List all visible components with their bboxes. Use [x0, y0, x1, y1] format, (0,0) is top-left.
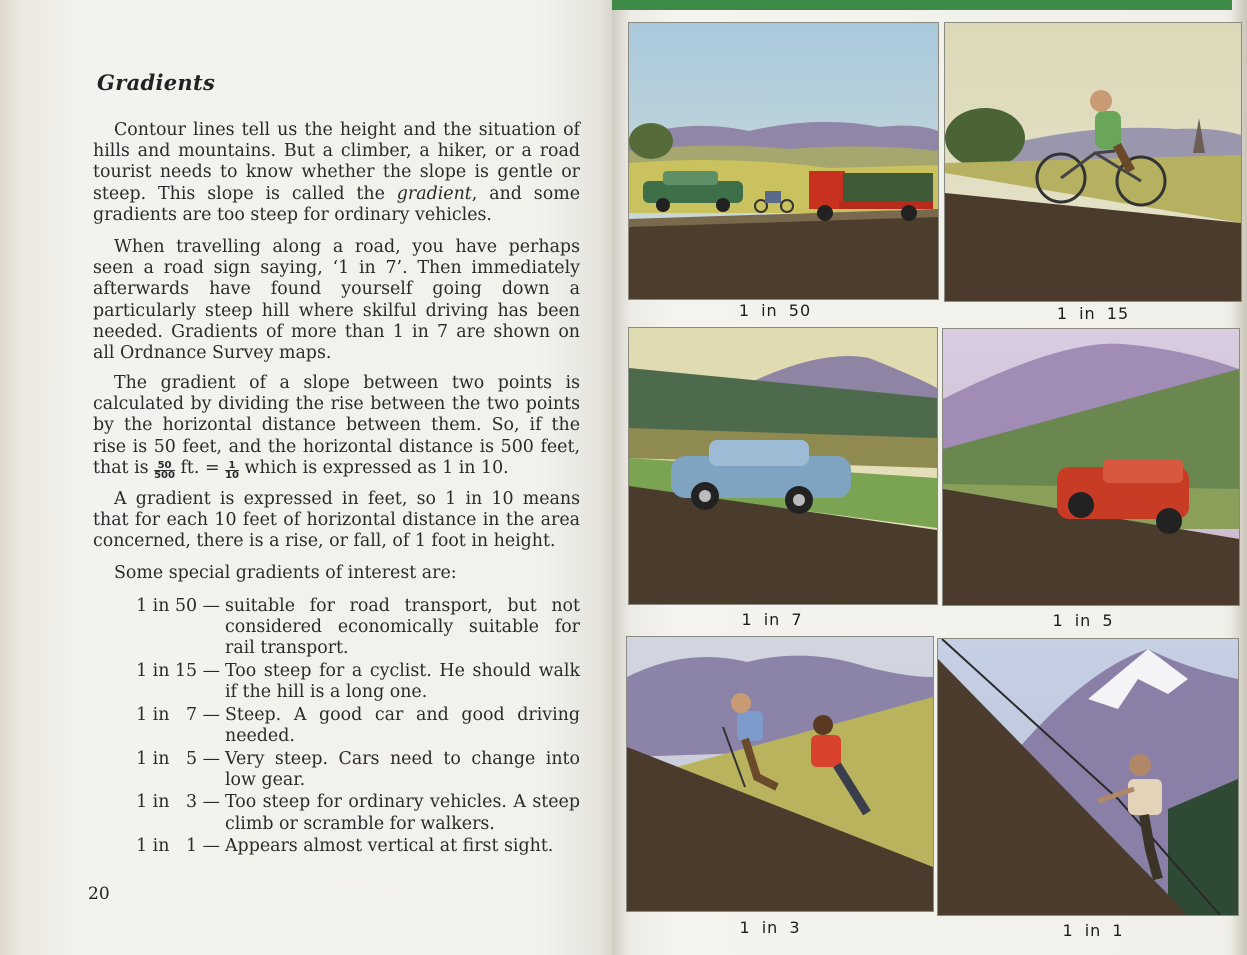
list-item: 1 in 7 — Steep. A good car and good driving needed.: [136, 704, 580, 746]
paragraph-list-intro: Some special gradients of interest are:: [114, 563, 457, 583]
page-number: 20: [88, 884, 110, 904]
list-item: 1 in 15 — Too steep for a cyclist. He should walk if the hill is a long one.: [136, 661, 580, 703]
page-title: Gradients: [97, 70, 216, 95]
gradient-list: [93, 596, 580, 859]
book-cover-edge: [612, 0, 1247, 10]
paragraph-definition: A gradient is expressed in feet, so 1 in 10 means that for each 10 feet of horizontal distance in the area concerned, there is a rise, or fall, of 1 foot in height.: [93, 489, 580, 552]
left-page: [0, 0, 612, 955]
paragraph-contours: Contour lines tell us the height and the situation of hills and mountains. But a climber, a hiker, or a road tourist needs to know whether the slope is gentle or steep. This slope is called the gradient, and some gradients are too steep for ordinary vehicles.: [93, 120, 580, 225]
illustration-1-in-7: [628, 327, 938, 605]
illustration-1-in-3: [626, 636, 934, 912]
illustration-1-in-1: [937, 638, 1239, 916]
list-item: 1 in 3 — Too steep for ordinary vehicles. A steep climb or scramble for walkers.: [136, 792, 580, 834]
caption-1-in-7: 1 in 7: [741, 610, 803, 629]
caption-1-in-15: 1 in 15: [1056, 304, 1130, 323]
list-item: 1 in 1 — Appears almost vertical at first sight.: [136, 836, 554, 857]
caption-1-in-3: 1 in 3: [739, 918, 801, 937]
illustration-1-in-50: [628, 22, 939, 300]
caption-1-in-1: 1 in 1: [1062, 921, 1124, 940]
illustration-1-in-5: [942, 328, 1240, 606]
paragraph-road-sign: When travelling along a road, you have perhaps seen a road sign saying, ‘1 in 7’. Then immediately afterwards have found yourself going down a particularly steep hill where skilful driving has been needed. Gradients of more than 1 in 7 are shown on all Ordnance Survey maps.: [93, 237, 580, 364]
list-item: 1 in 5 — Very steep. Cars need to change into low gear.: [136, 748, 580, 790]
paragraph-calculation: The gradient of a slope between two points is calculated by dividing the rise between the two points by the horizontal distance between them. So, if the rise is 50 feet, and the horizontal distance is 500 feet, that is $\frac{50}{500}$ ft. = $\frac{1}{10}$ which is expressed as 1 in 10.: [93, 373, 580, 481]
caption-1-in-5: 1 in 5: [1052, 611, 1114, 630]
caption-1-in-50: 1 in 50: [738, 301, 812, 320]
list-item: 1 in 50 — suitable for road transport, but not considered economically suitable for rail transport.: [136, 596, 580, 659]
fraction-50-500: $\frac{50}{500}$: [154, 459, 175, 481]
fraction-1-10: $\frac{1}{10}$: [225, 459, 239, 481]
gradient-term: gradient: [396, 183, 472, 204]
illustration-1-in-15: [944, 22, 1242, 302]
